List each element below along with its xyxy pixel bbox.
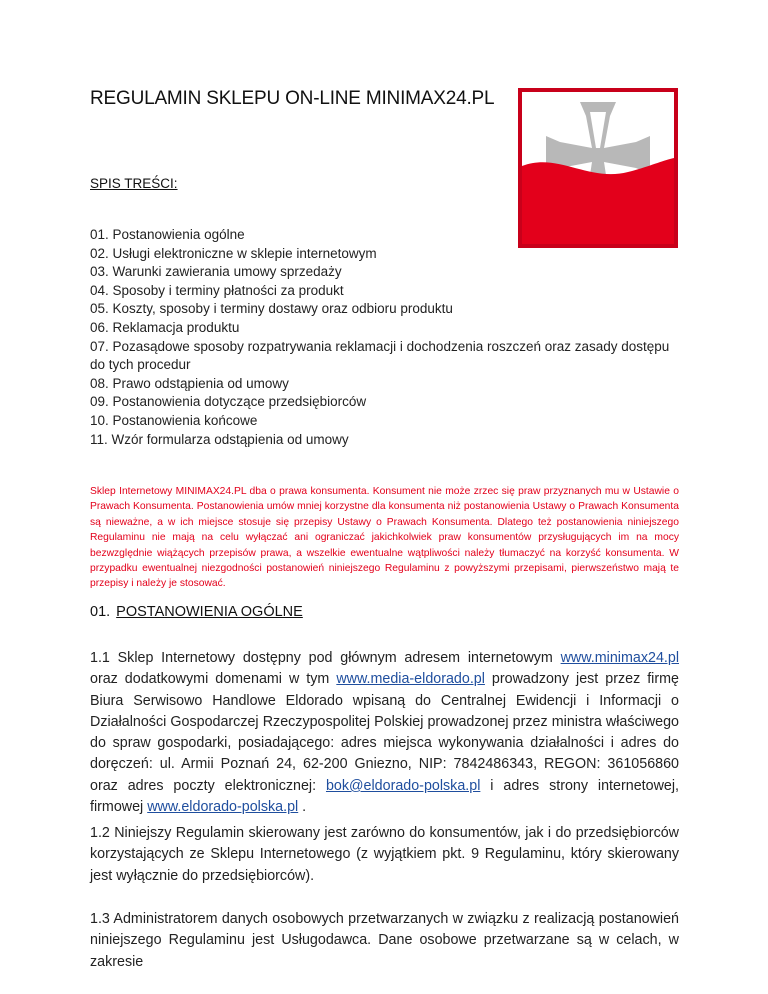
cross-flag-logo-icon bbox=[518, 88, 678, 248]
section-heading-01 bbox=[90, 604, 303, 620]
toc-item: 05. Koszty, sposoby i terminy dostawy oraz odbioru produktu bbox=[90, 301, 453, 317]
toc-heading: SPIS TREŚCI: bbox=[90, 176, 178, 191]
section-number: 01. bbox=[90, 604, 111, 620]
minimax24-link[interactable]: www.minimax24.pl bbox=[560, 650, 679, 666]
toc-item: 04. Sposoby i terminy płatności za produkt bbox=[90, 282, 344, 298]
toc-item: 02. Usługi elektroniczne w sklepie internetowym bbox=[90, 245, 377, 261]
toc-item: 10. Postanowienia końcowe bbox=[90, 412, 258, 428]
paragraph-1-3: 1.3 Administratorem danych osobowych przetwarzanych w związku z realizacją postanowień niniejszego Regulaminu jest Usługodawca. Dane osobowe przetwarzane są w celach, w zakresie bbox=[90, 911, 679, 970]
email-link[interactable]: bok@eldorado-polska.pl bbox=[325, 777, 481, 794]
media-eldorado-link[interactable]: www.media-eldorado.pl bbox=[336, 671, 485, 688]
paragraph-text: 1.1 Sklep Internetowy dostępny pod głównym adresem internetowym bbox=[90, 650, 561, 666]
toc-item: 06. Reklamacja produktu bbox=[90, 319, 240, 335]
paragraph-text: prowadzony jest przez firmę Biura Serwisowo Handlowe Eldorado wpisaną do Centralnej Ewidencji i Informacji o Działalności Gospodarczej Rzeczypospolitej Polskiej prowadzonej przez ministra właściwego do spraw gospodarki, posiadającego: adres miejsca wykonywania działalności i adres do doręczeń: ul. Armii Poznań 24, 62-200 Gniezno, NIP: 7842486343, REGON: 361056860 oraz adres poczty elektronicznej: bbox=[90, 671, 679, 794]
toc-item: 11. Wzór formularza odstąpienia od umowy bbox=[90, 431, 349, 447]
paragraph-text: oraz dodatkowymi domenami w tym bbox=[90, 671, 337, 688]
page-title: REGULAMIN SKLEPU ON-LINE MINIMAX24.PL bbox=[90, 88, 495, 109]
table-of-contents bbox=[90, 226, 680, 449]
consumer-rights-notice: Sklep Internetowy MINIMAX24.PL dba o prawa konsumenta. Konsument nie może zrzec się praw przyznanych mu w Ustawie o Prawach Konsumenta. Postanowienia umów mniej korzystne dla konsumenta niż postanowienia Ustawy o Prawach Konsumenta są nieważne, a w ich miejsce stosuje się przepisy Ustawy o Prawach Konsumenta. Dlatego też postanowienia niniejszego Regulaminu nie mają na celu wyłączać ani ograniczać jakichkolwiek praw konsumentów przysługujących im na mocy bezwzględnie wiążących przepisów prawa, a wszelkie ewentualne wątpliwości należy tłumaczyć na korzyść konsumenta. W przypadku ewentualnej niezgodności postanowień niniejszego Regulaminu z powyższymi przepisami, pierwszeństwo mają te przepisy i należy je stosować. bbox=[90, 486, 679, 590]
toc-item: 01. Postanowienia ogólne bbox=[90, 227, 245, 242]
eldorado-polska-link[interactable]: www.eldorado-polska.pl bbox=[147, 799, 299, 816]
paragraph-text: . bbox=[298, 799, 307, 816]
paragraph-1-1 bbox=[90, 648, 679, 818]
paragraph-1-2: 1.2 Niniejszy Regulamin skierowany jest zarówno do konsumentów, jak i do przedsiębiorców korzystających ze Sklepu Internetowego (z wyjątkiem pkt. 9 Regulaminu, który skierowany jest wyłącznie do przedsiębiorców). bbox=[90, 825, 679, 884]
toc-item: 03. Warunki zawierania umowy sprzedaży bbox=[90, 264, 342, 280]
toc-item: 07. Pozasądowe sposoby rozpatrywania reklamacji i dochodzenia roszczeń oraz zasady dostępu do tych procedur bbox=[90, 338, 670, 373]
toc-item: 08. Prawo odstąpienia od umowy bbox=[90, 375, 289, 391]
toc-item: 09. Postanowienia dotyczące przedsiębiorców bbox=[90, 394, 367, 410]
section-title: POSTANOWIENIA OGÓLNE bbox=[116, 604, 303, 620]
paragraph-text: i adres strony internetowej, firmowej bbox=[90, 777, 679, 816]
